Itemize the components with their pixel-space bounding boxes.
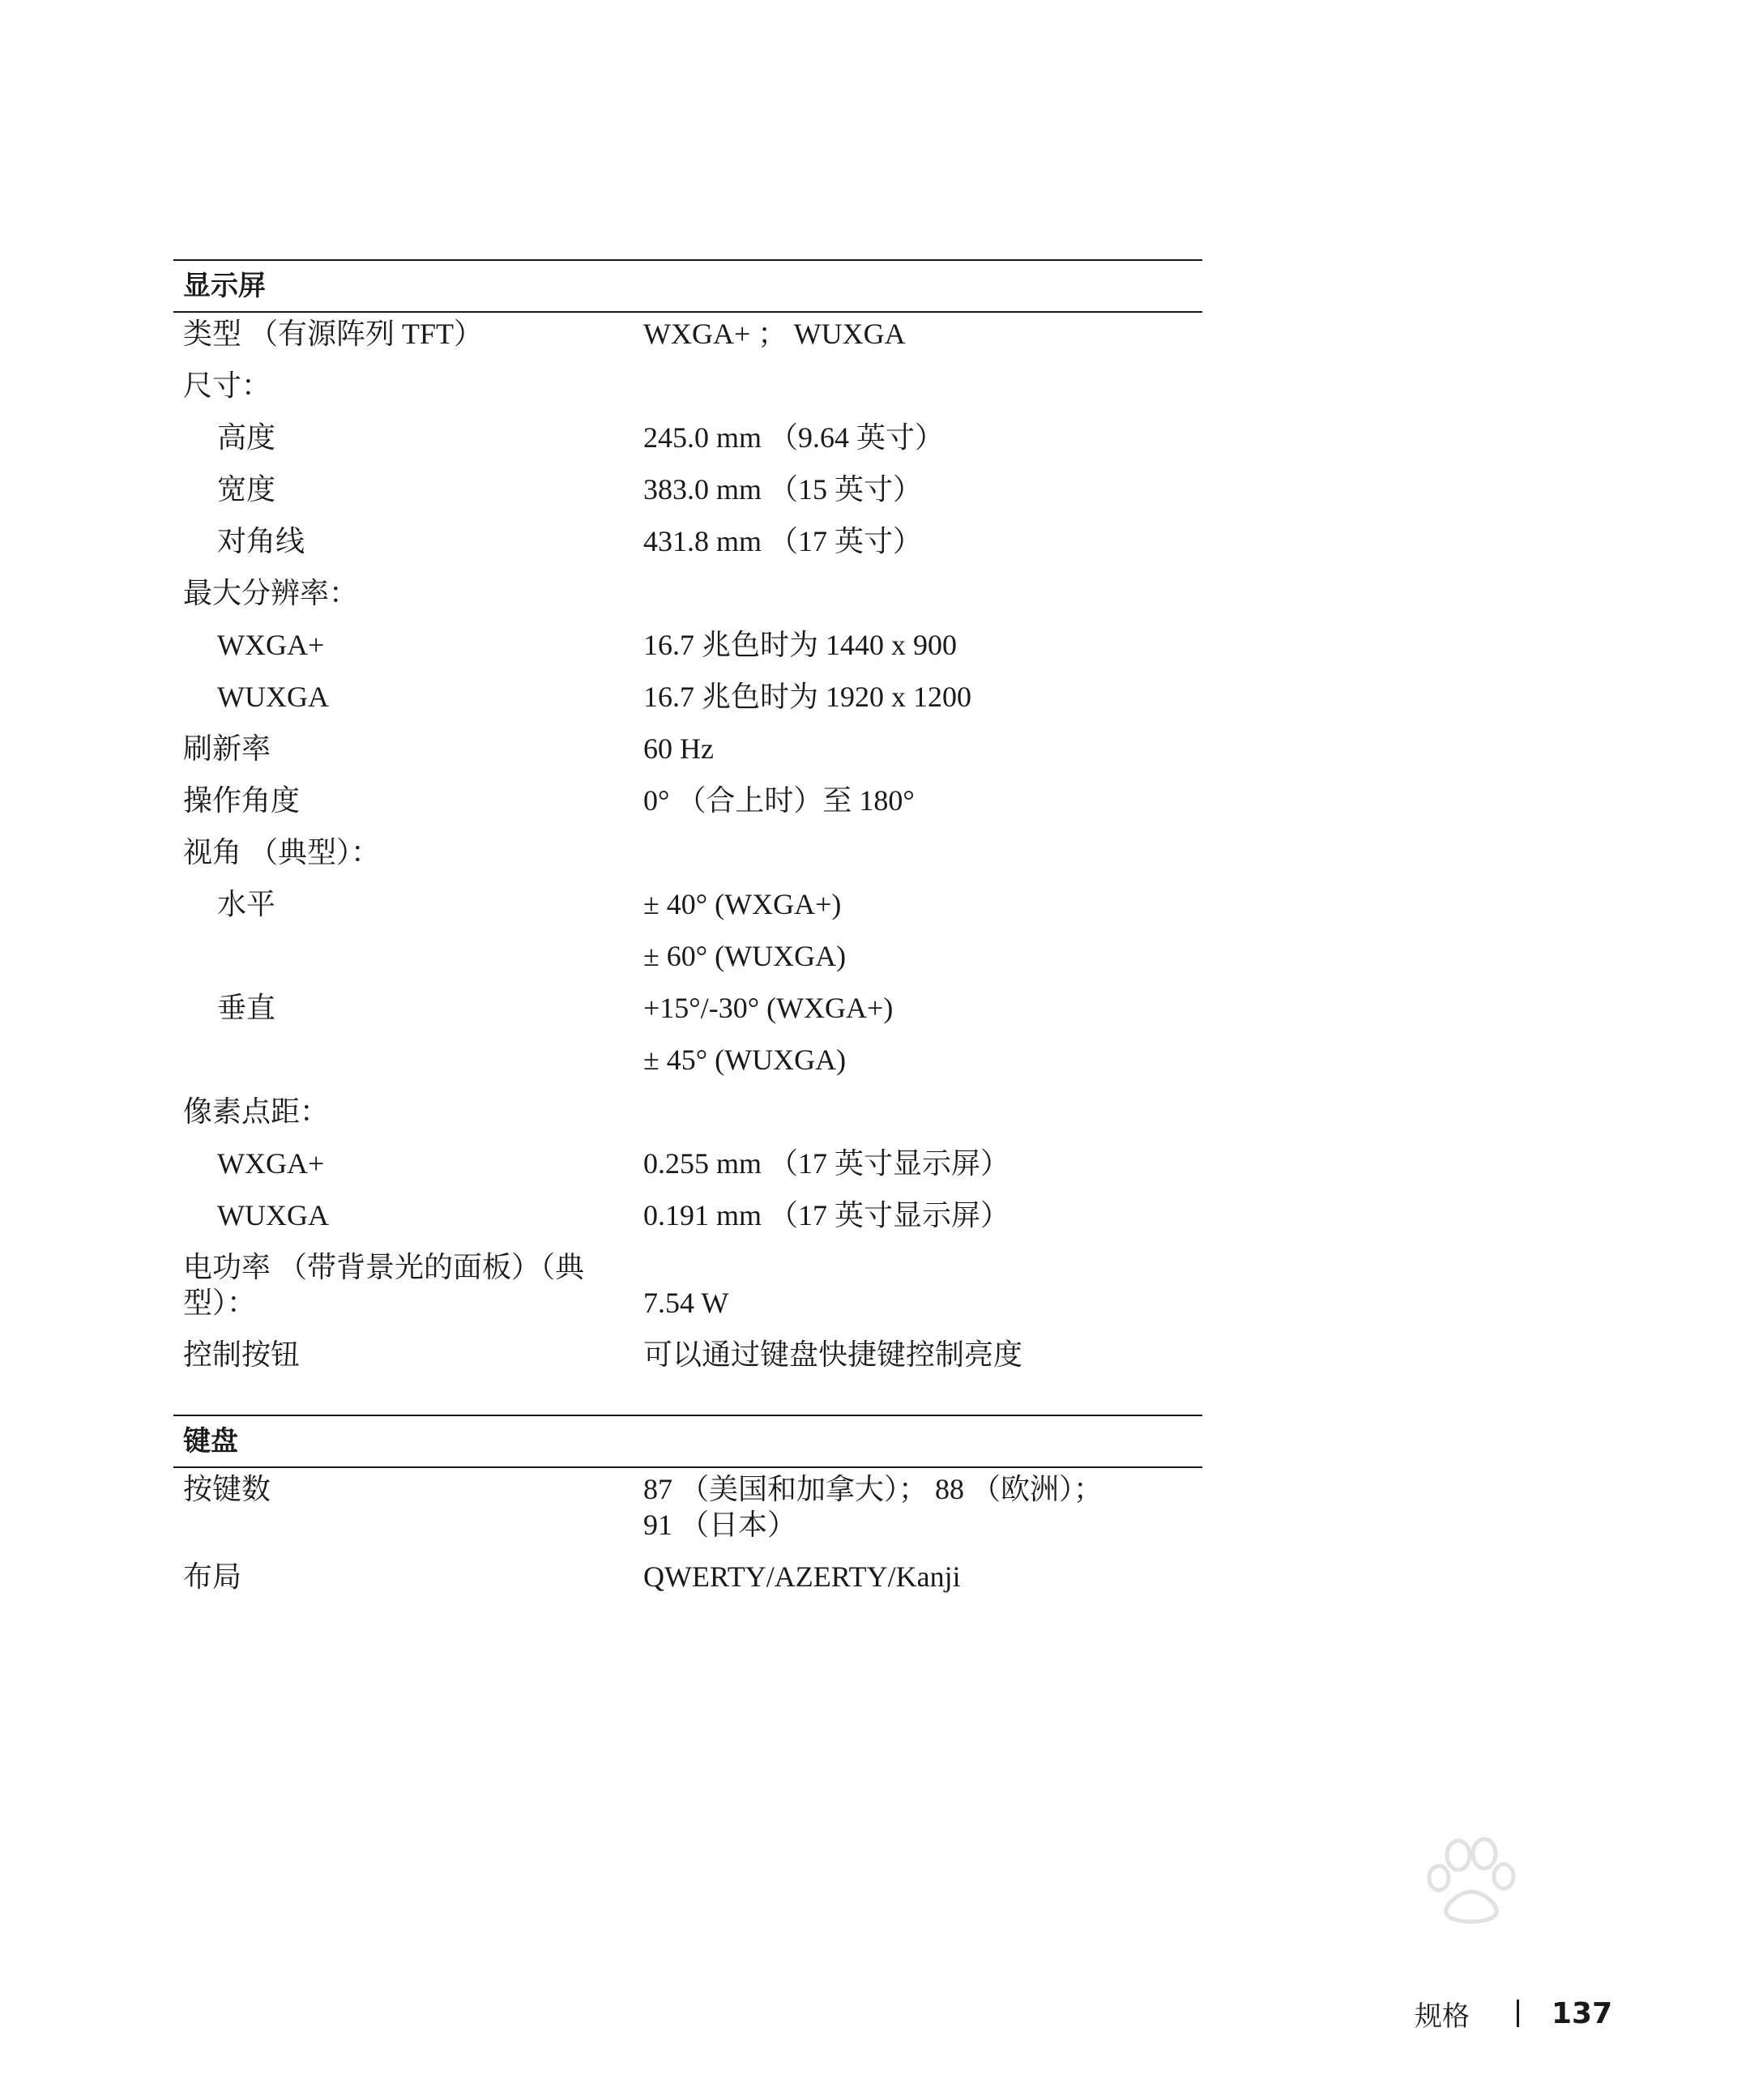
spec-value	[643, 368, 1202, 403]
spec-row-pixel-pitch	[173, 1086, 1202, 1138]
spec-value: ± 60° (WUXGA)	[643, 940, 847, 972]
spec-label: 布局	[183, 1560, 242, 1593]
spec-label: 像素点距：	[183, 1095, 330, 1128]
spec-label: 尺寸：	[183, 369, 271, 402]
spec-row-viewing-angle	[173, 826, 1202, 878]
spec-label: WUXGA	[217, 681, 329, 713]
spec-row-layout	[173, 1551, 1202, 1603]
spec-value	[643, 1094, 1202, 1129]
spec-label: 操作角度	[183, 784, 301, 817]
spec-label	[173, 1249, 643, 1321]
spec-row-horizontal	[173, 878, 1202, 930]
spec-label: 水平	[217, 888, 276, 920]
spec-value: QWERTY/AZERTY/Kanji	[643, 1560, 961, 1593]
spec-value: 16.7 兆色时为 1920 x 1200	[643, 681, 972, 713]
spec-row-vertical-wuxga	[173, 1034, 1202, 1086]
spec-value: 60 Hz	[643, 732, 714, 765]
spec-label-line: 型）：	[183, 1287, 257, 1319]
spec-value	[643, 1471, 1202, 1543]
page-footer	[1415, 1993, 1612, 2034]
spec-value: ± 45° (WUXGA)	[643, 1044, 847, 1076]
spec-label	[173, 1042, 643, 1078]
spec-value: ± 40° (WXGA+)	[643, 888, 842, 920]
spec-value	[643, 834, 1202, 870]
spec-row-refresh-rate	[173, 723, 1202, 775]
spec-row-horizontal-wuxga	[173, 930, 1202, 982]
spec-label-line: 电功率 （带背景光的面板）（典	[183, 1251, 585, 1283]
spec-value: 16.7 兆色时为 1440 x 900	[643, 629, 958, 661]
footer-divider	[1517, 2000, 1519, 2027]
spec-row-width	[173, 463, 1202, 515]
spec-value: 383.0 mm （15 英寸）	[643, 473, 923, 506]
spec-label: 视角 （典型）：	[183, 836, 381, 869]
spec-row-vertical	[173, 982, 1202, 1034]
spec-value: 7.54 W	[643, 1287, 729, 1319]
footer-section-title: 规格	[1415, 2000, 1470, 2033]
spec-row-key-count	[173, 1468, 1202, 1551]
spec-table	[173, 259, 1202, 1603]
spec-label: 刷新率	[183, 732, 271, 765]
spec-label: 对角线	[217, 525, 305, 557]
page-number: 137	[1552, 1996, 1613, 2030]
spec-row-operating-angle	[173, 775, 1202, 826]
spec-label: WUXGA	[217, 1199, 329, 1231]
paw-pad-icon	[1446, 1892, 1496, 1922]
spec-row-diagonal	[173, 515, 1202, 567]
spec-label	[173, 938, 643, 974]
spec-value: 可以通过键盘快捷键控制亮度	[643, 1338, 1023, 1371]
spec-value: 431.8 mm （17 英寸）	[643, 525, 923, 557]
spec-value	[643, 575, 1202, 611]
spec-label: 宽度	[217, 473, 276, 506]
spec-value: +15°/-30° (WXGA+)	[643, 992, 894, 1024]
paw-toe-icon	[1429, 1866, 1449, 1890]
spec-row-height	[173, 412, 1202, 463]
spec-label: 按键数	[183, 1473, 271, 1505]
spec-label: 最大分辨率：	[183, 577, 359, 609]
spec-value: WXGA+ ； WUXGA	[643, 318, 906, 350]
spec-value: 245.0 mm （9.64 英寸）	[643, 421, 945, 454]
spec-row-type	[173, 313, 1202, 360]
spec-value: 0° （合上时）至 180°	[643, 784, 915, 817]
section-title-display: 显示屏	[183, 270, 266, 302]
paw-toe-icon	[1473, 1839, 1496, 1868]
spec-label: WXGA+	[217, 1147, 325, 1180]
spec-label: 高度	[217, 421, 276, 454]
spec-label: 垂直	[217, 992, 276, 1024]
spec-row-resolution-wuxga	[173, 671, 1202, 723]
spec-row-pitch-wxga	[173, 1138, 1202, 1189]
spec-label: 控制按钮	[183, 1338, 301, 1371]
spec-row-pitch-wuxga	[173, 1189, 1202, 1241]
section-title-keyboard: 键盘	[183, 1425, 238, 1458]
paw-toe-icon	[1494, 1864, 1513, 1889]
spec-value: 0.255 mm （17 英寸显示屏）	[643, 1147, 1010, 1180]
spec-row-power	[173, 1241, 1202, 1329]
spec-row-resolution-wxga	[173, 619, 1202, 671]
spec-row-size	[173, 360, 1202, 412]
spec-value-line: 91 （日本）	[643, 1509, 797, 1541]
spec-label: WXGA+	[217, 629, 325, 661]
spec-row-controls	[173, 1329, 1202, 1381]
spec-row-max-resolution	[173, 567, 1202, 619]
spec-label: 类型 （有源阵列 TFT）	[183, 318, 484, 350]
spec-value-line: 87 （美国和加拿大）； 88 （欧洲）；	[643, 1473, 1103, 1505]
spec-value: 0.191 mm （17 英寸显示屏）	[643, 1199, 1010, 1231]
paw-toe-icon	[1447, 1841, 1470, 1870]
